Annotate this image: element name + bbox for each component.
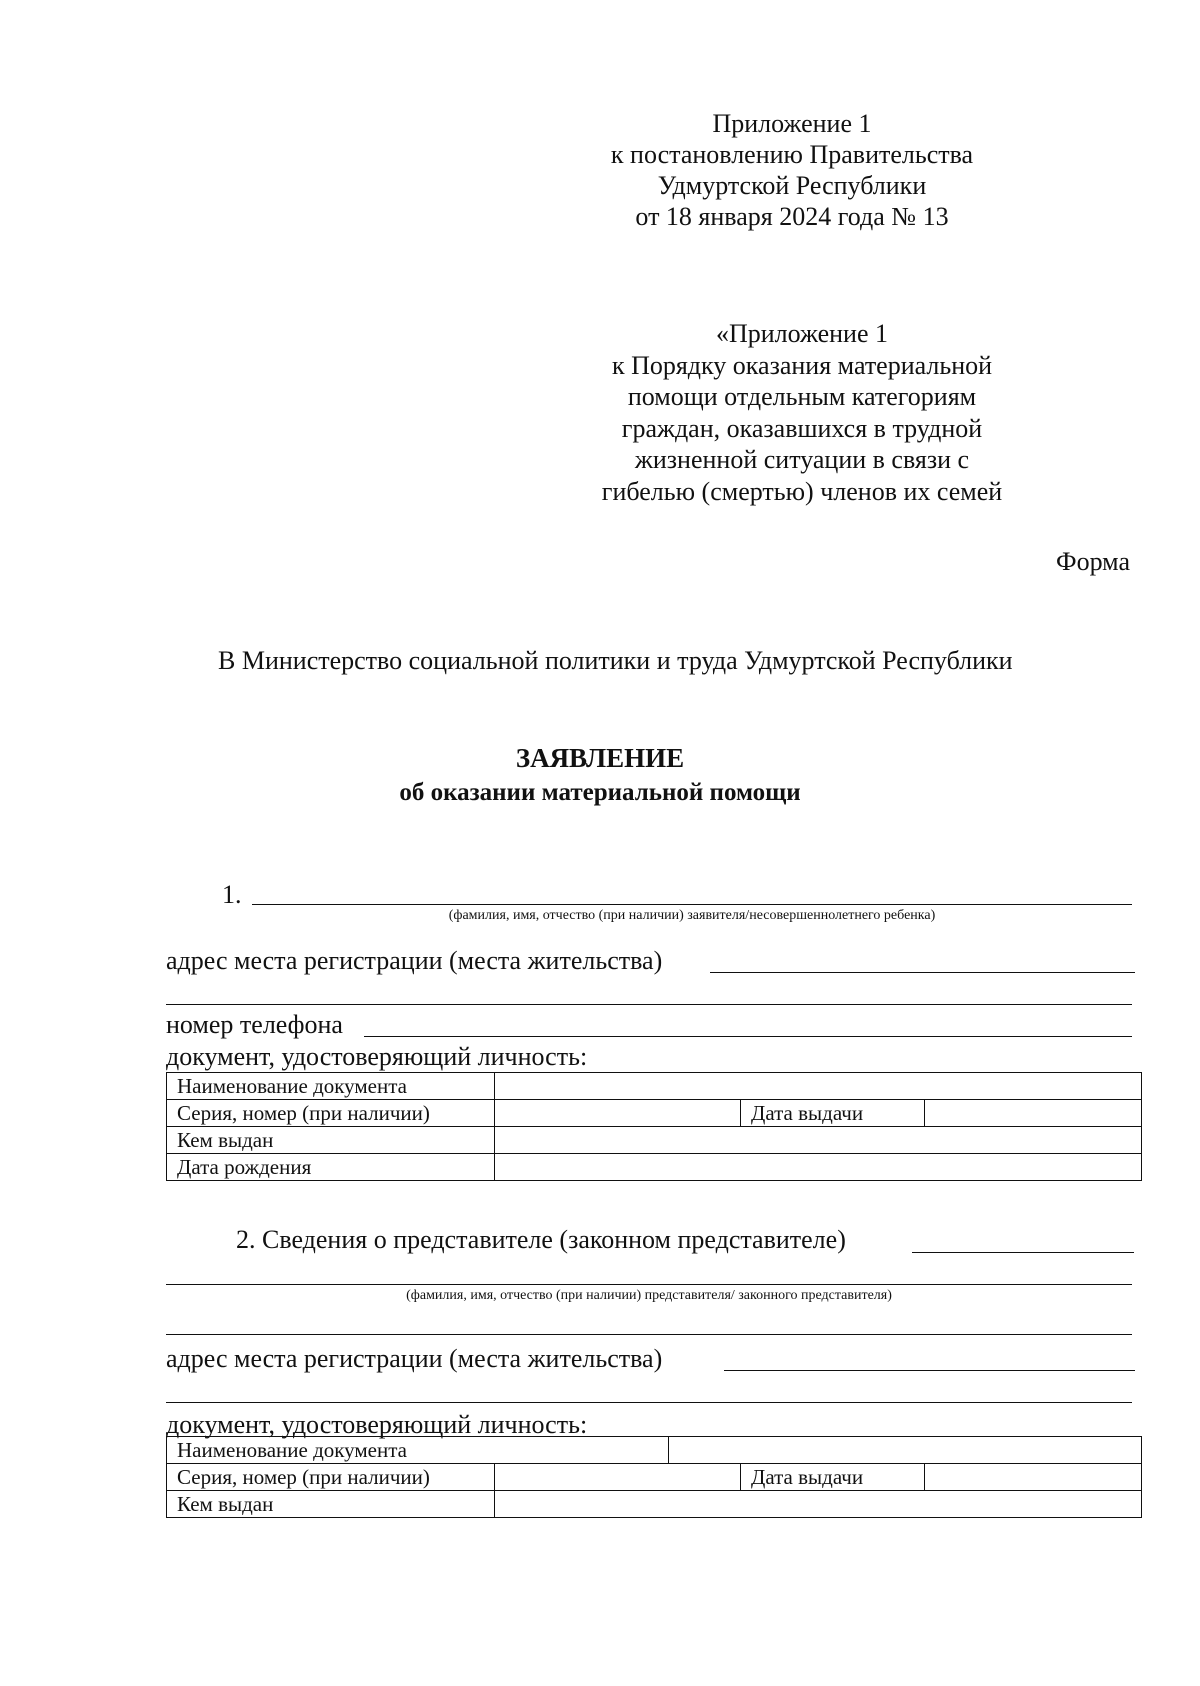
- issued-by-label: Кем выдан: [167, 1491, 495, 1518]
- appendix-line: граждан, оказавшихся в трудной: [621, 413, 983, 443]
- applicant-address-label: адрес места регистрации (места жительства): [166, 946, 663, 975]
- representative-address-field[interactable]: [724, 1370, 1135, 1371]
- issue-date-cell[interactable]: [925, 1100, 1142, 1127]
- appendix-line: от 18 января 2024 года № 13: [635, 202, 949, 231]
- doc-name-cell[interactable]: [669, 1437, 1142, 1464]
- applicant-id-doc-label: документ, удостоверяющий личность:: [166, 1042, 588, 1071]
- doc-series-cell[interactable]: [495, 1464, 741, 1491]
- form-label: Форма: [1056, 547, 1130, 576]
- representative-id-doc-label: документ, удостоверяющий личность:: [166, 1410, 588, 1439]
- doc-name-label: Наименование документа: [167, 1073, 495, 1100]
- order-appendix-header: [562, 318, 1042, 507]
- issue-date-cell[interactable]: [925, 1464, 1142, 1491]
- issue-date-label: Дата выдачи: [741, 1464, 925, 1491]
- appendix-line: помощи отдельным категориям: [627, 382, 977, 411]
- addressee: В Министерство социальной политики и труда Удмуртской Республики: [218, 646, 1013, 675]
- table-row: [167, 1464, 1142, 1491]
- representative-address-field-line2[interactable]: [166, 1402, 1132, 1403]
- representative-name-note: (фамилия, имя, отчество (при наличии) представителя/ законного представителя): [406, 1288, 892, 1303]
- doc-series-label: Серия, номер (при наличии): [167, 1464, 495, 1491]
- applicant-phone-label: номер телефона: [166, 1010, 343, 1039]
- table-row: [167, 1437, 1142, 1464]
- appendix-line: гибелью (смертью) членов их семей: [601, 476, 1003, 506]
- representative-name-field[interactable]: [166, 1284, 1132, 1285]
- representative-name-field-line2[interactable]: [166, 1334, 1132, 1335]
- doc-series-cell[interactable]: [495, 1100, 741, 1127]
- applicant-address-field[interactable]: [710, 972, 1135, 973]
- doc-series-label: Серия, номер (при наличии): [167, 1100, 495, 1127]
- applicant-address-field-line2[interactable]: [166, 1004, 1132, 1005]
- issued-by-cell[interactable]: [495, 1491, 1142, 1518]
- applicant-name-note: (фамилия, имя, отчество (при наличии) заявителя/несовершеннолетнего ребенка): [448, 908, 936, 923]
- representative-id-table: [166, 1436, 1142, 1518]
- birth-date-label: Дата рождения: [167, 1154, 495, 1181]
- applicant-name-field[interactable]: [252, 904, 1132, 905]
- table-row: [167, 1073, 1142, 1100]
- representative-address-label: адрес места регистрации (места жительства): [166, 1344, 663, 1373]
- appendix-line: жизненной ситуации в связи с: [634, 445, 970, 474]
- document-subtitle: об оказании материальной помощи: [399, 779, 801, 806]
- applicant-id-table: [166, 1072, 1142, 1181]
- table-row: [167, 1127, 1142, 1154]
- appendix-line: Удмуртской Республики: [657, 171, 927, 200]
- applicant-phone-field[interactable]: [364, 1036, 1132, 1037]
- appendix-line: Приложение 1: [712, 109, 872, 138]
- appendix-header: [552, 108, 1032, 232]
- table-row: [167, 1100, 1142, 1127]
- appendix-line: «Приложение 1: [715, 319, 889, 348]
- representative-heading-field[interactable]: [912, 1252, 1134, 1253]
- doc-name-cell[interactable]: [495, 1073, 1142, 1100]
- table-row: [167, 1491, 1142, 1518]
- issue-date-label: Дата выдачи: [741, 1100, 925, 1127]
- birth-date-cell[interactable]: [495, 1154, 1142, 1181]
- issued-by-cell[interactable]: [495, 1127, 1142, 1154]
- issued-by-label: Кем выдан: [167, 1127, 495, 1154]
- appendix-line: к постановлению Правительства: [610, 140, 974, 169]
- appendix-line: к Порядку оказания материальной: [611, 350, 993, 380]
- doc-name-label: Наименование документа: [167, 1437, 669, 1464]
- table-row: [167, 1154, 1142, 1181]
- section-2-heading: 2. Сведения о представителе (законном представителе): [236, 1225, 846, 1254]
- section-1-number: 1.: [222, 880, 242, 909]
- document-title: ЗАЯВЛЕНИЕ: [515, 743, 685, 773]
